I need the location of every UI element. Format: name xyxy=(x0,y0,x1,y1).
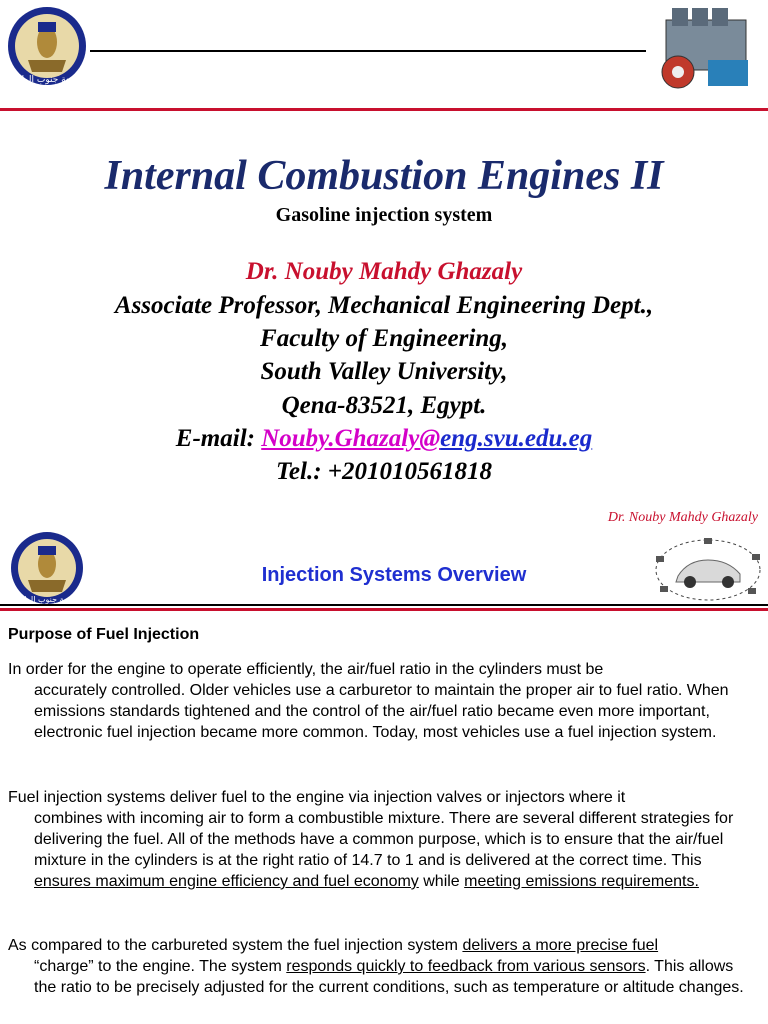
email-label: E-mail: xyxy=(175,425,262,452)
header-black-rule xyxy=(0,604,768,606)
header-red-rule xyxy=(0,608,768,611)
logo-text: جامعة جنوب الوادي xyxy=(14,595,80,604)
author-address: Qena-83521, Egypt. xyxy=(281,392,487,419)
header-red-rule xyxy=(0,108,768,111)
body-text: As compared to the carbureted system the fuel injection system xyxy=(8,937,463,954)
body-text: while xyxy=(418,873,465,890)
paragraph-first-line xyxy=(8,935,748,956)
email-link-user[interactable]: Nouby.Ghazaly@ xyxy=(261,425,441,452)
underlined-text: ensures maximum engine efficiency and fuel economy xyxy=(34,873,419,890)
presentation-subtitle: Gasoline injection system xyxy=(275,204,493,226)
underlined-text: delivers a more precise fuel xyxy=(462,937,659,954)
telephone: Tel.: +201010561818 xyxy=(275,458,493,485)
engine-image xyxy=(648,0,768,98)
overview-slide xyxy=(0,528,768,1024)
header-rule xyxy=(90,50,646,52)
slide-title: Injection Systems Overview xyxy=(261,564,527,586)
body-text: combines with incoming air to form a combustible mixture. There are several different strategies for delivering the fuel. All of the methods have a common purpose, which is to ensure that the air/fuel mixture in the cylinders is at the right ratio of 14.7 to 1 and is delivered at the correct time. This xyxy=(34,810,734,869)
author-name: Dr. Nouby Mahdy Ghazaly xyxy=(245,258,523,285)
email-link-domain[interactable]: eng.svu.edu.eg xyxy=(440,425,593,452)
email-line xyxy=(0,425,768,453)
logo-text: جامعة جنوب الوادي xyxy=(10,75,84,85)
paragraph-comparison xyxy=(8,935,748,998)
paragraph-purpose xyxy=(8,659,748,743)
paragraph-first-line: Fuel injection systems deliver fuel to the engine via injection valves or injectors where it xyxy=(8,789,626,806)
paragraph-body: accurately controlled. Older vehicles use a carburetor to maintain the proper air to fuel ratio. When emissions standards tightened and the control of the air/fuel ratio became even more important, electronic fuel injection became more common. Today, most vehicles use a fuel injection system. xyxy=(34,682,729,741)
author-faculty: Faculty of Engineering, xyxy=(260,325,508,352)
paragraph-body xyxy=(8,956,748,998)
paragraph-first-line: In order for the engine to operate efficiently, the air/fuel ratio in the cylinders must be xyxy=(8,661,604,678)
presentation-title: Internal Combustion Engines II xyxy=(104,153,664,199)
author-university: South Valley University, xyxy=(260,358,508,385)
university-logo xyxy=(6,2,88,90)
author-position: Associate Professor, Mechanical Engineering Dept., xyxy=(114,292,654,319)
section-heading: Purpose of Fuel Injection xyxy=(8,626,200,643)
paragraph-delivery xyxy=(8,787,748,892)
footer-author-name: Dr. Nouby Mahdy Ghazaly xyxy=(607,510,758,525)
body-text: “charge” to the engine. The system xyxy=(34,958,287,975)
underlined-text: responds quickly to feedback from various sensors xyxy=(286,958,646,975)
underlined-text: meeting emissions requirements. xyxy=(464,873,699,890)
paragraph-body xyxy=(8,808,748,892)
body-text: . This allows the ratio to be precisely adjusted for the current conditions, such as temperature or altitude changes. xyxy=(34,958,744,996)
